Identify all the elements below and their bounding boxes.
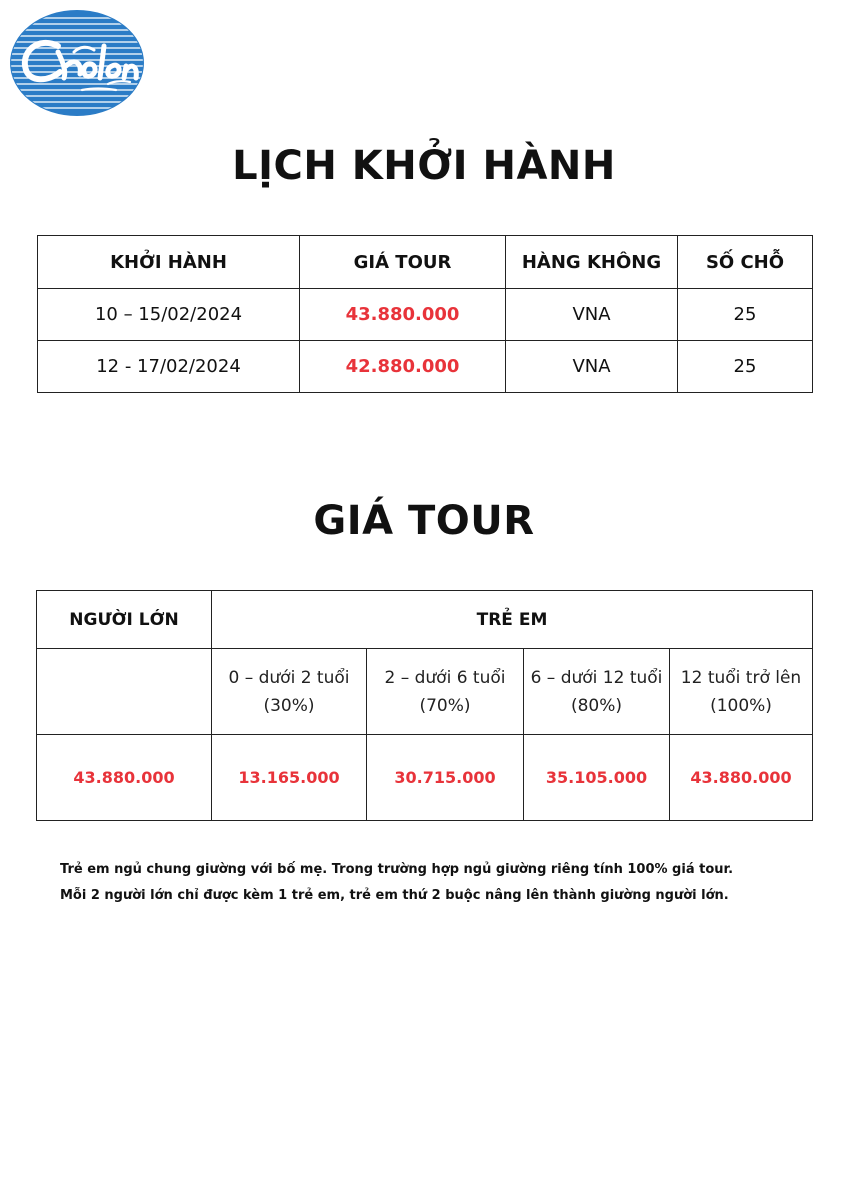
age-group-label: 2 – dưới 6 tuổi (70%) — [367, 649, 524, 735]
pricing-title: GIÁ TOUR — [313, 498, 535, 544]
header-children: TRẺ EM — [212, 591, 813, 649]
header-tour-price: GIÁ TOUR — [300, 236, 506, 289]
pricing-table — [36, 590, 813, 821]
notes — [60, 857, 820, 909]
child-price: 13.165.000 — [212, 735, 367, 821]
child-price: 30.715.000 — [367, 735, 524, 821]
header-seats: SỐ CHỖ — [678, 236, 813, 289]
tour-price: 42.880.000 — [300, 341, 506, 393]
note-line: Trẻ em ngủ chung giường với bố mẹ. Trong trường hợp ngủ giường riêng tính 100% giá tour. — [60, 862, 734, 877]
header-airline: HÀNG KHÔNG — [506, 236, 678, 289]
schedule-table — [37, 235, 813, 393]
seats: 25 — [678, 289, 813, 341]
header-departure: KHỞI HÀNH — [38, 236, 300, 289]
departure-date: 10 – 15/02/2024 — [38, 289, 300, 341]
age-group-label: 12 tuổi trở lên (100%) — [670, 649, 813, 735]
child-price: 35.105.000 — [524, 735, 670, 821]
child-price: 43.880.000 — [670, 735, 813, 821]
pricing-header-row — [37, 591, 813, 649]
airline: VNA — [506, 289, 678, 341]
seats: 25 — [678, 341, 813, 393]
cholon-tourist-logo — [8, 8, 146, 118]
age-group-row — [37, 649, 813, 735]
age-group-label: 0 – dưới 2 tuổi (30%) — [212, 649, 367, 735]
note-line: Mỗi 2 người lớn chỉ được kèm 1 trẻ em, trẻ em thứ 2 buộc nâng lên thành giường người lớn. — [60, 888, 729, 903]
adult-price: 43.880.000 — [37, 735, 212, 821]
table-row — [38, 341, 813, 393]
header-adult: NGƯỜI LỚN — [37, 591, 212, 649]
schedule-header-row — [38, 236, 813, 289]
price-row — [37, 735, 813, 821]
empty-adult-cell — [37, 649, 212, 735]
tour-price: 43.880.000 — [300, 289, 506, 341]
airline: VNA — [506, 341, 678, 393]
departure-date: 12 - 17/02/2024 — [38, 341, 300, 393]
table-row — [38, 289, 813, 341]
age-group-label: 6 – dưới 12 tuổi (80%) — [524, 649, 670, 735]
schedule-title: LỊCH KHỞI HÀNH — [232, 143, 616, 189]
